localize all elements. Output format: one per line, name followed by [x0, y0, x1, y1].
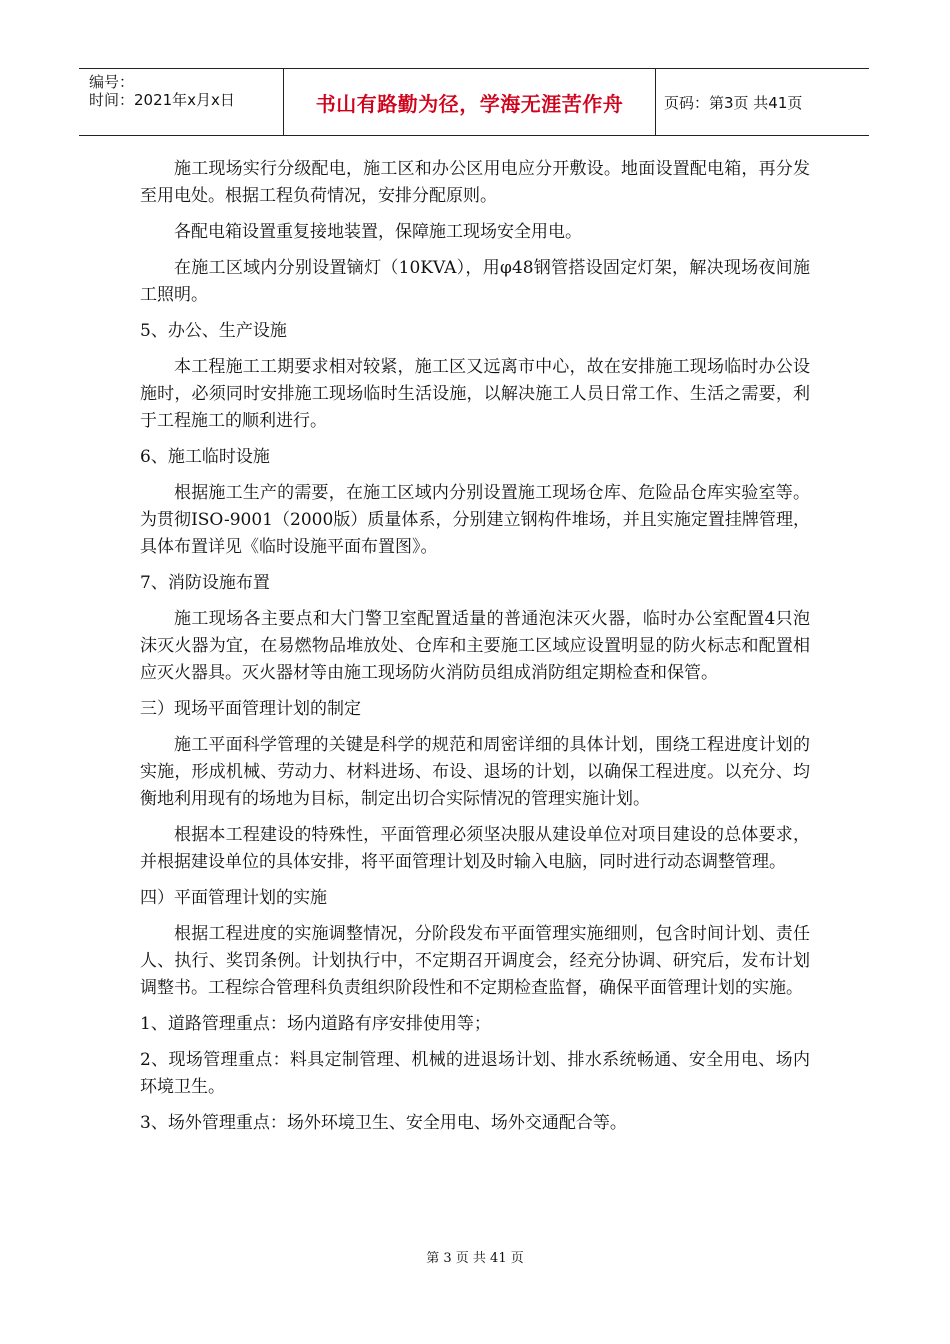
paragraph-plan-implementation: 根据工程进度的实施调整情况，分阶段发布平面管理实施细则，包含时间计划、责任人、执行、奖罚条例。计划执行中，不定期召开调度会，经充分协调、研究后，发布计划调整书。工程综合管理科负责组织阶段性和不定期检查监督，确保平面管理计划的实施。	[140, 924, 810, 998]
header-page-cell	[656, 69, 869, 135]
paragraph-office-facilities: 本工程施工工期要求相对较紧，施工区又远离市中心，故在安排施工现场临时办公设施时，必须同时安排施工现场临时生活设施，以解决施工人员日常工作、生活之需要，利于工程施工的顺利进行。	[140, 357, 810, 431]
paragraph-grounding: 各配电箱设置重复接地装置，保障施工现场安全用电。	[174, 222, 582, 242]
heading-plan-formulation: 三）现场平面管理计划的制定	[140, 699, 361, 719]
heading-office-facilities: 5、办公、生产设施	[140, 321, 287, 341]
list-item-offsite-management: 3、场外管理重点：场外环境卫生、安全用电、场外交通配合等。	[140, 1113, 627, 1133]
paragraph-fire-protection: 施工现场各主要点和大门警卫室配置适量的普通泡沫灭火器，临时办公室配置4只泡沫灭火器为宜，在易燃物品堆放处、仓库和主要施工区域应设置明显的防火标志和配置相应灭火器具。灭火器材等由施工现场防火消防员组成消防组定期检查和保管。	[140, 609, 810, 683]
list-item-site-management: 2、现场管理重点：料具定制管理、机械的进退场计划、排水系统畅通、安全用电、场内环境卫生。	[140, 1050, 810, 1097]
page-header	[79, 68, 869, 136]
header-motto-cell	[283, 69, 656, 135]
paragraph-plan-dynamic: 根据本工程建设的特殊性，平面管理必须坚决服从建设单位对项目建设的总体要求，并根据建设单位的具体安排，将平面管理计划及时输入电脑，同时进行动态调整管理。	[140, 825, 810, 872]
heading-temporary-facilities: 6、施工临时设施	[140, 447, 270, 467]
header-motto: 书山有路勤为径，学海无涯苦作舟	[315, 91, 624, 116]
header-page-info: 页码：第3页 共41页	[664, 93, 803, 112]
time-label: 时间：2021年x月x日	[89, 91, 235, 109]
header-left-cell	[79, 69, 283, 135]
list-item-road-management: 1、道路管理重点：场内道路有序安排使用等；	[140, 1014, 491, 1034]
heading-fire-protection: 7、消防设施布置	[140, 573, 270, 593]
paragraph-temporary-facilities: 根据施工生产的需要，在施工区域内分别设置施工现场仓库、危险品仓库实验室等。为贯彻ISO-9001（2000版）质量体系，分别建立钢构件堆场，并且实施定置挂牌管理，具体布置详见《临时设施平面布置图》。	[140, 483, 810, 557]
paragraph-plan-key: 施工平面科学管理的关键是科学的规范和周密详细的具体计划，围绕工程进度计划的实施，形成机械、劳动力、材料进场、布设、退场的计划，以确保工程进度。以充分、均衡地利用现有的场地为目标，制定出切合实际情况的管理实施计划。	[140, 735, 810, 809]
serial-label: 编号：	[89, 73, 135, 91]
page-footer: 第 3 页 共 41 页	[426, 1251, 524, 1266]
heading-plan-implementation: 四）平面管理计划的实施	[140, 888, 327, 908]
paragraph-lighting: 在施工区域内分别设置镝灯（10KVA），用φ48钢管搭设固定灯架，解决现场夜间施工照明。	[140, 258, 810, 305]
document-body	[140, 156, 810, 1146]
paragraph-power-distribution: 施工现场实行分级配电，施工区和办公区用电应分开敷设。地面设置配电箱，再分发至用电处。根据工程负荷情况，安排分配原则。	[140, 159, 810, 206]
